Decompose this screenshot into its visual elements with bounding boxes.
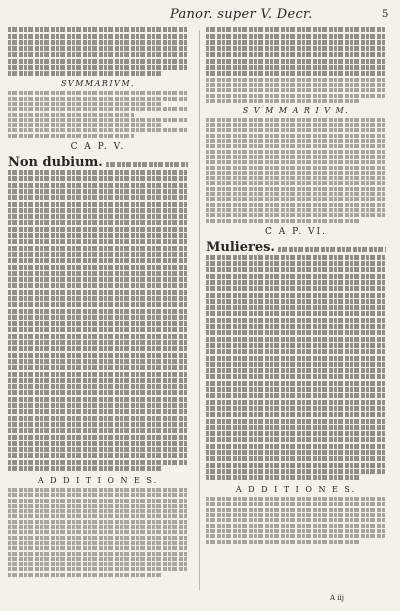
lead-word: Non dubium. [8, 154, 103, 170]
summary-list-right [206, 118, 386, 223]
running-header [0, 4, 400, 26]
chapter-lead-right [206, 241, 386, 254]
intro-text-block [8, 27, 188, 76]
chapter-heading: C A P. V. [70, 141, 126, 152]
intro-text-block-right [206, 27, 386, 103]
chapter-heading-right: C A P. VI. [265, 226, 327, 237]
summary-list [8, 91, 188, 137]
column-divider [199, 30, 200, 590]
printer-signature: A iij [330, 594, 344, 602]
main-text-block [8, 170, 188, 471]
left-column [8, 26, 188, 578]
additiones-heading: A D D I T I O N E S. [37, 476, 159, 485]
lead-word-right: Mulieres. [206, 239, 275, 255]
page-number: 5 [382, 9, 389, 20]
summary-heading-right: S V M M A R I V M. [242, 105, 350, 115]
additiones-heading-right: A D D I T I O N E S. [235, 485, 357, 495]
right-column [206, 26, 386, 545]
main-text-block-right [206, 255, 386, 480]
additiones-text [8, 488, 188, 577]
summary-heading: SVMMARIVM. [60, 79, 136, 89]
chapter-lead [8, 156, 188, 169]
additiones-text-right [206, 497, 386, 543]
page-title: Panor. super V. Decr. [170, 7, 313, 22]
